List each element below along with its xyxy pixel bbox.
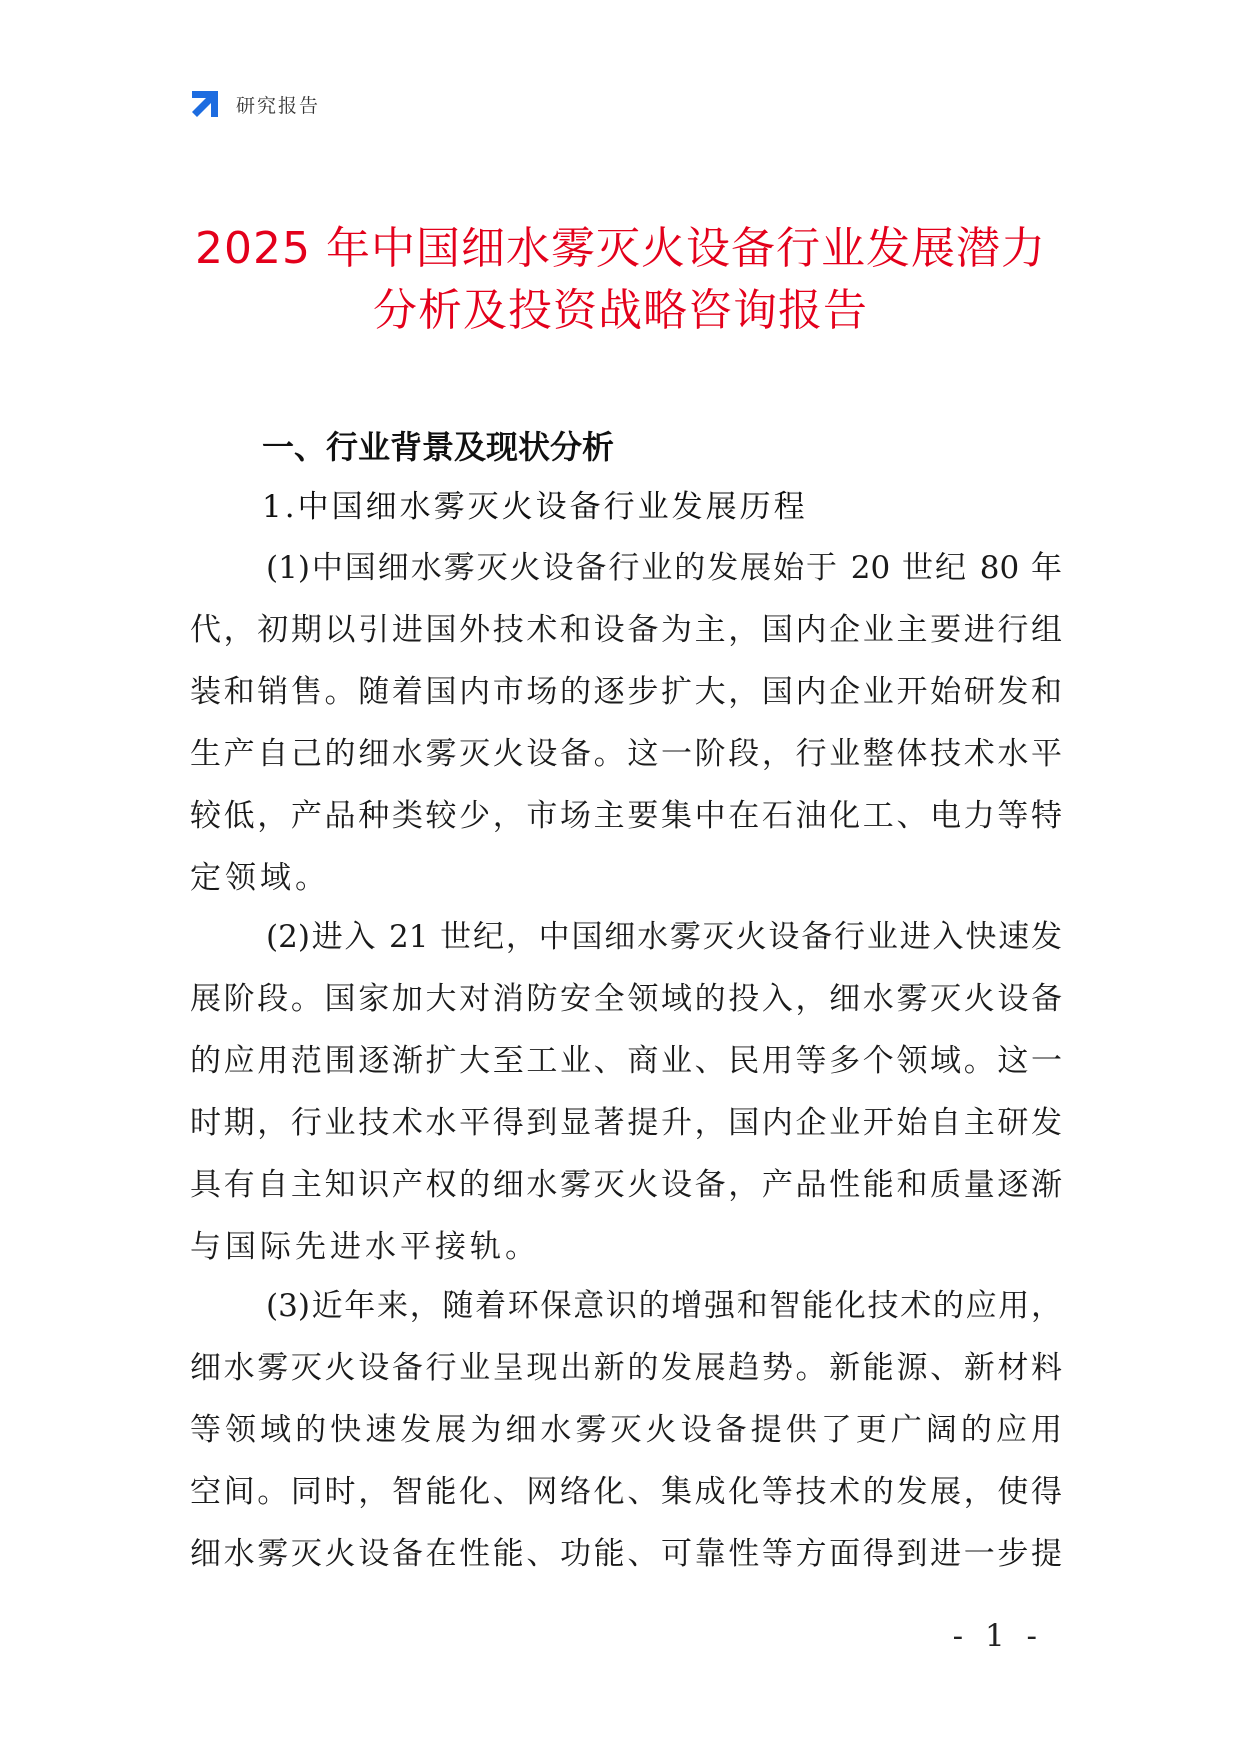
paragraph-line: 的应用范围逐渐扩大至工业、商业、民用等多个领域。这一 <box>190 1043 1062 1079</box>
paragraph-line: (2)进入 21 世纪，中国细水雾灭火设备行业进入快速发 <box>266 919 1062 955</box>
paragraph-line: (1)中国细水雾灭火设备行业的发展始于 20 世纪 80 年 <box>266 550 1062 586</box>
paragraph-line: 细水雾灭火设备行业呈现出新的发展趋势。新能源、新材料 <box>190 1350 1062 1386</box>
paragraph-line: 定领域。 <box>190 860 330 896</box>
paragraph-line: 时期，行业技术水平得到显著提升，国内企业开始自主研发 <box>190 1105 1062 1141</box>
paragraph-3 <box>190 1275 1062 1585</box>
paragraph-1 <box>190 537 1062 909</box>
paragraph-line: 装和销售。随着国内市场的逐步扩大，国内企业开始研发和 <box>190 674 1062 710</box>
title-line-2: 分析及投资战略咨询报告 <box>373 285 868 336</box>
arrow-logo-icon <box>188 87 222 121</box>
subsection-heading: 1.中国细水雾灭火设备行业发展历程 <box>262 489 808 525</box>
title-line-1: 2025 年中国细水雾灭火设备行业发展潜力 <box>195 223 1046 274</box>
header <box>188 86 320 122</box>
paragraph-line: 空间。同时，智能化、网络化、集成化等技术的发展，使得 <box>190 1474 1062 1510</box>
paragraph-line: 具有自主知识产权的细水雾灭火设备，产品性能和质量逐渐 <box>190 1167 1062 1203</box>
header-label: 研究报告 <box>236 94 321 117</box>
paragraph-line: (3)近年来，随着环保意识的增强和智能化技术的应用， <box>266 1288 1062 1324</box>
section-heading: 一、行业背景及现状分析 <box>262 428 615 466</box>
paragraph-line: 生产自己的细水雾灭火设备。这一阶段，行业整体技术水平 <box>190 736 1062 772</box>
paragraph-line: 等领域的快速发展为细水雾灭火设备提供了更广阔的应用 <box>190 1412 1062 1448</box>
document-title <box>150 218 1091 342</box>
paragraph-line: 细水雾灭火设备在性能、功能、可靠性等方面得到进一步提 <box>190 1536 1062 1572</box>
paragraph-line: 代，初期以引进国外技术和设备为主，国内企业主要进行组 <box>190 612 1062 648</box>
paragraph-line: 较低，产品种类较少，市场主要集中在石油化工、电力等特 <box>190 798 1062 834</box>
paragraph-2 <box>190 906 1062 1278</box>
paragraph-line: 展阶段。国家加大对消防安全领域的投入，细水雾灭火设备 <box>190 981 1062 1017</box>
paragraph-line: 与国际先进水平接轨。 <box>190 1229 540 1265</box>
page-number: - 1 - <box>952 1618 1043 1654</box>
